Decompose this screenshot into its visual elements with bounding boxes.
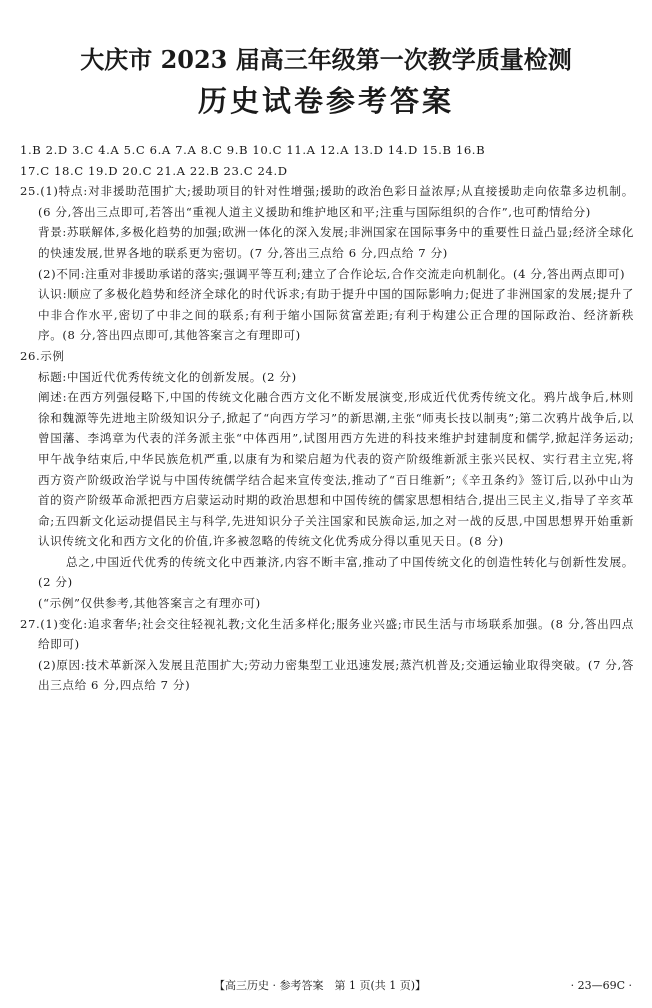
answer-content	[20, 140, 634, 696]
q26-title: 标题:中国近代优秀传统文化的创新发展。(2 分)	[38, 369, 297, 384]
multiple-choice-answers	[20, 140, 634, 181]
q26-elaboration: 阐述:在西方列强侵略下,中国的传统文化融合西方文化不断发展演变,形成近代优秀传统文化。鸦片战争后,林则徐和魏源等先进地主阶级知识分子,掀起了“向西方学习”的新思潮,主张“师夷长技以制夷”;第二次鸦片战争后,以曾国藩、李鸿章为代表的洋务派主张“中体西用”,试图用西方先进的科技来维护封建制度和儒学,掀起洋务运动;甲午战争结束后,中华民族危机严重,以康有为和梁启超为代表的资产阶级维新派主张兴民权、实行君主立宪,将西方资产阶级政治学说与中国传统儒学结合起来宣传变法,推动了“百日维新”;《辛丑条约》签订后,以孙中山为首的资产阶级革命派把西方启蒙运动时期的政治思想和中国传统的儒家思想相结合,提出三民主义,指导了辛亥革命;五四新文化运动提倡民主与科学,先进知识分子关注国家和民族命运,加之对一战的反思,中国思想界开始重新认识传统文化和西方文化的价值,许多被忽略的传统文化优秀成分得以重见天日。(8 分)	[38, 390, 634, 549]
q26-conclusion: 总之,中国近代优秀的传统文化中西兼济,内容不断丰富,推动了中国传统文化的创造性转化与创新性发展。(2 分)	[38, 554, 634, 590]
q26-label: 26.示例	[20, 348, 65, 363]
q26-note: (“示例”仅供参考,其他答案言之有理亦可)	[38, 596, 261, 611]
question-25	[20, 181, 634, 346]
q25-part1-features: 25.(1)特点:对非援助范围扩大;援助项目的针对性增强;援助的政治色彩日益浓厚;从直接援助走向依靠多边机制。(6 分,答出三点即可,若答出“重视人道主义援助和维护地区和平;注重与国际组织的合作”,也可酌情给分)	[20, 184, 634, 219]
question-27	[20, 614, 634, 696]
q25-part1-background: 背景:苏联解体,多极化趋势的加强;欧洲一体化的深入发展;非洲国家在国际事务中的重要性日益凸显;经济全球化的快速发展,世界各地的联系更为密切。(7 分,答出三点给 6 分,四点给 7 分)	[38, 225, 634, 260]
answer-line-1: 1.B 2.D 3.C 4.A 5.C 6.A 7.A 8.C 9.B 10.C 11.A 12.A 13.D 14.D 15.B 16.B	[20, 143, 486, 157]
answer-line-2: 17.C 18.C 19.D 20.C 21.A 22.B 23.C 24.D	[20, 163, 288, 178]
q25-part2-understanding: 认识:顺应了多极化趋势和经济全球化的时代诉求;有助于提升中国的国际影响力;促进了非洲国家的发展;提升了中非合作水平,密切了中非之间的联系;有利于缩小国际贫富差距;有利于构建公正合理的国际政治、经济新秩序。(8 分,答出四点即可,其他答案言之有理即可)	[38, 287, 634, 343]
footer-page-info: 【高三历史 · 参考答案 第 1 页(共 1 页)】	[213, 979, 427, 992]
footer-doc-code: · 23—69C ·	[570, 979, 632, 992]
exam-title: 大庆市 2023 届高三年级第一次教学质量检测	[80, 45, 572, 74]
q27-part1-changes: 27.(1)变化:追求奢华;社会交往轻视礼教;文化生活多样化;服务业兴盛;市民生活与市场联系加强。(8 分,答出四点给即可)	[20, 616, 634, 652]
question-26	[20, 346, 634, 614]
answer-key-subtitle: 历史试卷参考答案	[197, 84, 454, 118]
page-footer	[0, 978, 652, 994]
q25-part2-differences: (2)不同:注重对非援助承诺的落实;强调平等互利;建立了合作论坛,合作交流走向机制化。(4 分,答出两点即可)	[38, 266, 626, 281]
q27-part2-reasons: (2)原因:技术革新深入发展且范围扩大;劳动力密集型工业迅速发展;蒸汽机普及;交通运输业取得突破。(7 分,答出三点给 6 分,四点给 7 分)	[38, 657, 634, 693]
